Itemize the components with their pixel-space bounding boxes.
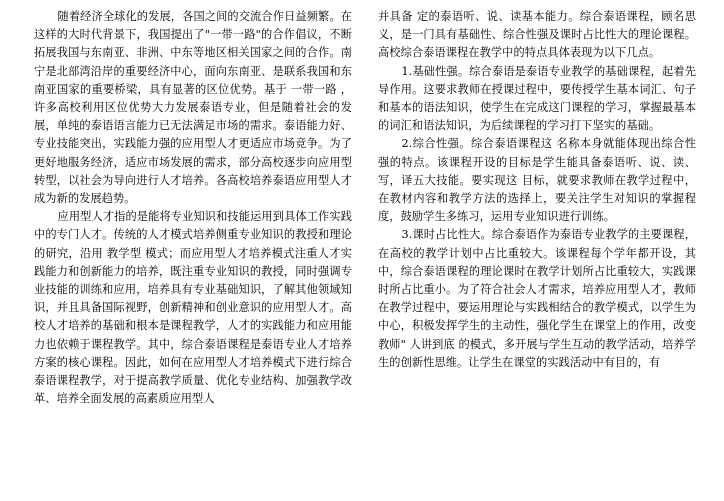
left-column xyxy=(34,8,352,497)
paragraph: 并具备 定的泰语听、说、读基本能力。综合泰语课程，顾名思义，是一门具有基础性、综合性强及课时占比性大的理论课程。高校综合泰语课程在教学中的特点具体表现为以下几点。 xyxy=(378,10,696,60)
right-column xyxy=(378,8,696,497)
paragraph: 应用型人才指的是能将专业知识和技能运用到具体工作实践中的专门人才。传统的人才模式培养侧重专业知识的教授和理论的研究，沿用 教学型 模式；而应用型人才培养模式注重人才实践能力和创新能力的培养，既注重专业知识的教授，同时强调专业技能的训练和应用，培养具有专业基础知识，了解其他领域知识，并且具备国际视野，创新精神和创业意识的应用型人才。高校人才培养的基础和根本是课程教学，人才的实践能力和应用能力也依赖于课程教学。其中，综合泰语课程是泰语专业人才培养方案的核心课程。因此，如何在应用型人才培养模式下进行综合泰语课程教学，对于提高教学质量、优化专业结构、加强教学改革、培养全面发展的高素质应用型人 xyxy=(34,210,352,406)
paragraph-item-3: 3.课时占比性大。综合泰语作为泰语专业教学的主要课程，在高校的教学计划中占比重较大。该课程每个学年都开设，其中，综合泰语课程的理论课时在教学计划所占比重较大，实践课时所占比重小。为了符合社会人才需求，培养应用型人才，教师在教学过程中，要运用理论与实践相结合的教学模式，以学生为中心，积极发挥学生的主动性，强化学生在课堂上的作用，改变教师" 人讲到底 的模式，多开展与学生互动的教学活动，培养学生的创新性思维。让学生在课堂的实践活动中有目的，有 xyxy=(378,228,696,369)
two-column-layout xyxy=(34,8,710,497)
paragraph-item-1: 1.基础性强。综合泰语是泰语专业教学的基础课程，起着先导作用。这要求教师在授课过程中，要传授学生基本词汇、句子和基本的语法知识，使学生在完成这门课程的学习，掌握最基本的词汇和语法知识，为后续课程的学习打下坚实的基础。 xyxy=(378,64,696,133)
paragraph-item-2: 2.综合性强。综合泰语课程这 名称本身就能体现出综合性强的特点。该课程开设的目标是学生能具备泰语听、说、读、写，译五大技能。要实现这 目标，就要求教师在教学过程中，在教材内容和教学方法的选择上，要关注学生对知识的掌握程度，鼓励学生多练习，运用专业知识进行训练。 xyxy=(378,137,696,224)
paragraph: 随着经济全球化的发展，各国之间的交流合作日益频繁。在这样的大时代背景下，我国提出了"一带一路"的合作倡议，不断拓展我国与东南亚、非洲、中东等地区相关国家之间的合作。南宁是北部湾沿岸的重要经济中心，面向东南亚、是联系我国和东南亚国家的重要桥梁，具有显著的区位优势。基于 一带一路 ，许多高校利用区位优势大力发展泰语专业，但是随着社会的发展，单纯的泰语语言能力已无法满足市场的需求。泰语能力好、专业技能突出，实践能力强的应用型人才更适应市场竞争。为了更好地服务经济，适应市场发展的需求，部分高校逐步向应用型转型，以社会为导向进行人才培养。各高校培养泰语应用型人才成为新的发展趋势。 xyxy=(34,10,352,206)
